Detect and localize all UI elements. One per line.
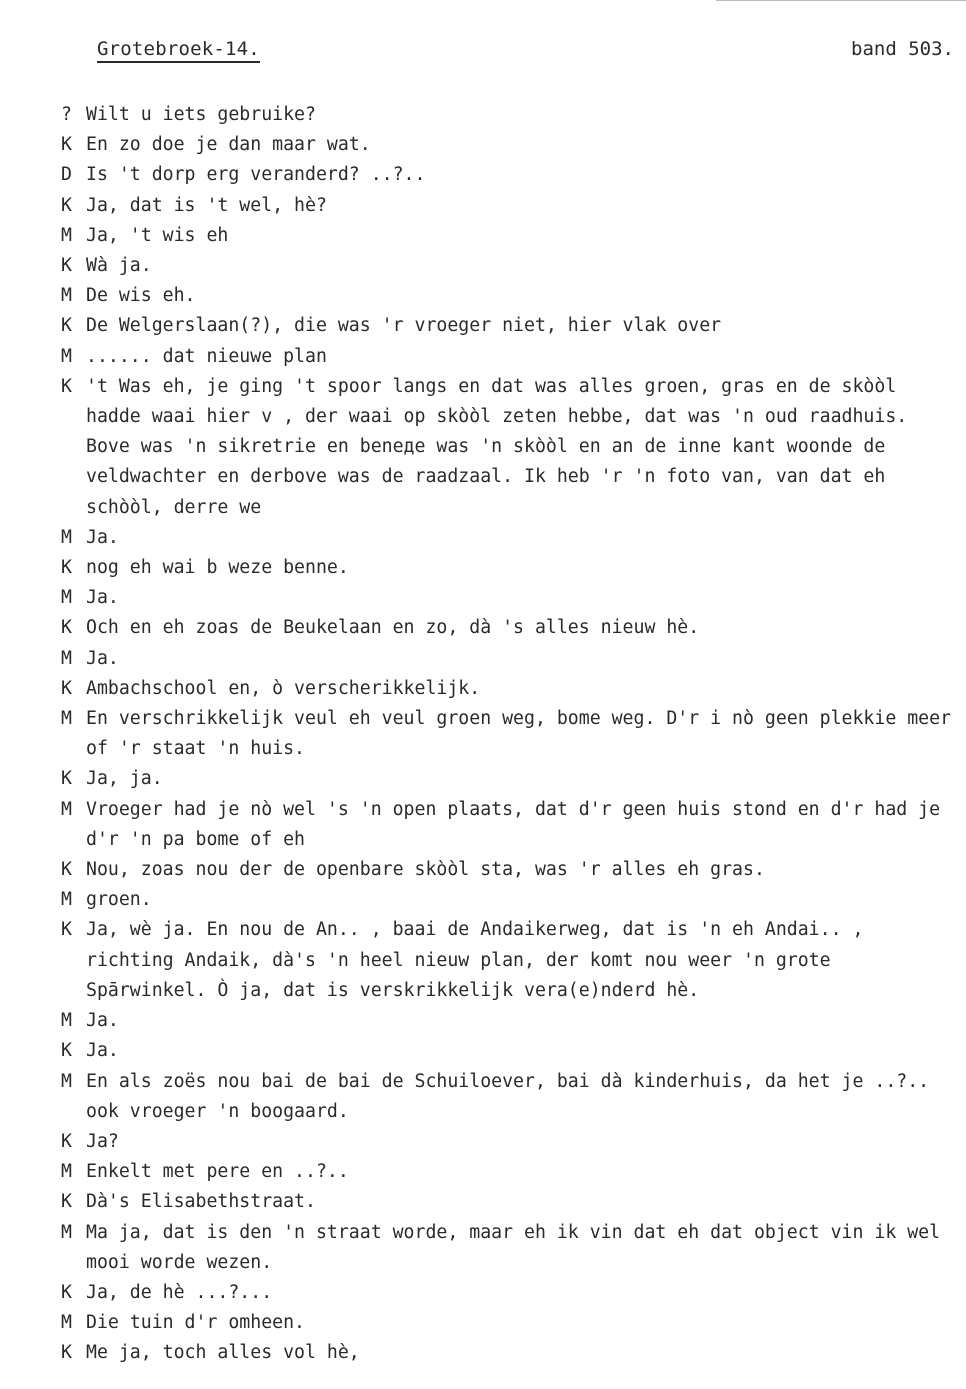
transcript-line [61, 342, 961, 372]
transcript-line [61, 553, 961, 583]
transcript-line [61, 1067, 961, 1127]
transcript-line [61, 764, 961, 794]
utterance-text: Enkelt met pere en ..?.. [86, 1161, 349, 1183]
speaker-label: K [61, 194, 72, 216]
speaker-label: ? [61, 104, 72, 125]
speaker-label: M [61, 587, 72, 609]
speaker-label: M [61, 1070, 72, 1092]
utterance-text: Ja. [86, 1040, 119, 1062]
transcript-line [61, 1218, 961, 1278]
utterance-text: 't Was eh, je ging 't spoor langs en dat was alles groen, gras en de skòòl hadde waai hier v , der waai op skòòl zeten hebbe, dat was 'n oud raadhuis. Bove was 'n sikretrie en beneде was 'n skòòl en an de inne kant woonde de veldwachter en derbove was de raadzaal. Ik heb 'r 'n foto van, van dat eh schòòl, derre we [86, 375, 919, 518]
speaker-label: M [61, 889, 72, 911]
transcript-body [61, 100, 961, 1369]
utterance-text: De wis eh. [86, 285, 196, 307]
utterance-text: De Welgerslaan(?), die was 'r vroeger niet, hier vlak over [86, 315, 722, 337]
utterance-text: Och en eh zoas de Beukelaan en zo, dà 's alles nieuw hè. [86, 617, 700, 639]
document-title: Grotebroek-14. [97, 38, 260, 63]
transcript-line [61, 281, 961, 311]
utterance-text: Wilt u iets gebruike? [86, 104, 316, 125]
utterance-text: Ja, dat is 't wel, hè? [86, 194, 327, 216]
transcript-line [61, 311, 961, 341]
transcript-line [61, 915, 961, 1006]
utterance-text: En zo doe je dan maar wat. [86, 134, 371, 156]
speaker-label: M [61, 798, 72, 820]
utterance-text: Ja, ja. [86, 768, 163, 790]
scan-edge-line [716, 0, 966, 1]
transcript-line [61, 1278, 961, 1308]
utterance-text: Ja? [86, 1130, 119, 1152]
speaker-label: M [61, 1010, 72, 1032]
transcript-line [61, 1157, 961, 1187]
transcript-line [61, 372, 961, 523]
utterance-text: Ja, wè ja. En nou de An.. , baai de Andaikerweg, dat is 'n eh Andai.. , richting Andaik, dà's 'n heel nieuw plan, der komt nou weer 'n grote Spārwinkel. Ò ja, dat is verskrikkelijk vera(e)nderd hè. [86, 919, 875, 1001]
transcript-line [61, 674, 961, 704]
transcript-line [61, 1187, 961, 1217]
speaker-label: M [61, 647, 72, 669]
transcript-line [61, 1338, 961, 1368]
transcript-line [61, 583, 961, 613]
speaker-label: K [61, 677, 72, 699]
speaker-label: K [61, 1130, 72, 1152]
utterance-text: Me ja, toch alles vol hè, [86, 1342, 360, 1364]
transcript-line [61, 1127, 961, 1157]
transcript-line [61, 251, 961, 281]
speaker-label: K [61, 1191, 72, 1213]
transcript-line [61, 1006, 961, 1036]
tape-number: band 503. [851, 38, 954, 60]
transcript-line [61, 1308, 961, 1338]
transcript-line [61, 130, 961, 160]
speaker-label: M [61, 1312, 72, 1334]
transcript-line [61, 191, 961, 221]
speaker-label: M [61, 708, 72, 730]
speaker-label: M [61, 285, 72, 307]
utterance-text: Ja. [86, 587, 119, 609]
utterance-text: Ja. [86, 647, 119, 669]
transcript-line [61, 795, 961, 855]
utterance-text: Ambachschool en, ò verscherikkelijk. [86, 677, 481, 699]
utterance-text: Ja. [86, 526, 119, 548]
utterance-text: Die tuin d'r omheen. [86, 1312, 305, 1334]
utterance-text: groen. [86, 889, 152, 911]
utterance-text: Nou, zoas nou der de openbare skòòl sta, was 'r alles eh gras. [86, 859, 765, 881]
speaker-label: K [61, 1342, 72, 1364]
speaker-label: K [61, 315, 72, 337]
transcript-line [61, 523, 961, 553]
utterance-text: Is 't dorp erg veranderd? ..?.. [86, 164, 426, 186]
utterance-text: En als zoës nou bai de bai de Schuiloever, bai dà kinderhuis, da het je ..?.. ook vroeger 'n boogaard. [86, 1070, 941, 1122]
transcript-line [61, 885, 961, 915]
transcript-line [61, 613, 961, 643]
utterance-text: ...... dat nieuwe plan [86, 345, 327, 367]
utterance-text: Ja, 't wis eh [86, 224, 229, 246]
speaker-label: M [61, 526, 72, 548]
utterance-text: Vroeger had je nò wel 's 'n open plaats, dat d'r geen huis stond en d'r had je d'r 'n pa bome of eh [86, 798, 952, 850]
utterance-text: nog eh wai b weze benne. [86, 557, 349, 579]
transcript-line [61, 644, 961, 674]
transcript-line [61, 855, 961, 885]
utterance-text: Ja. [86, 1010, 119, 1032]
speaker-label: K [61, 768, 72, 790]
speaker-label: K [61, 617, 72, 639]
speaker-label: K [61, 134, 72, 156]
transcript-line [61, 160, 961, 190]
speaker-label: M [61, 1161, 72, 1183]
speaker-label: K [61, 919, 72, 941]
speaker-label: K [61, 375, 72, 397]
speaker-label: M [61, 1221, 72, 1243]
utterance-text: Wà ja. [86, 255, 152, 277]
speaker-label: M [61, 224, 72, 246]
speaker-label: D [61, 164, 72, 186]
utterance-text: Ma ja, dat is den 'n straat worde, maar eh ik vin dat eh dat object vin ik wel mooi worde wezen. [86, 1221, 952, 1273]
transcript-line [61, 221, 961, 251]
utterance-text: En verschrikkelijk veul eh veul groen weg, bome weg. D'r i nò geen plekkie meer of 'r staat 'n huis. [86, 708, 962, 760]
speaker-label: K [61, 1040, 72, 1062]
utterance-text: Ja, de hè ...?... [86, 1281, 273, 1303]
speaker-label: K [61, 557, 72, 579]
speaker-label: K [61, 1281, 72, 1303]
utterance-text: Dà's Elisabethstraat. [86, 1191, 316, 1213]
speaker-label: M [61, 345, 72, 367]
transcript-line [61, 100, 961, 130]
speaker-label: K [61, 255, 72, 277]
transcript-line [61, 704, 961, 764]
speaker-label: K [61, 859, 72, 881]
transcript-line [61, 1036, 961, 1066]
